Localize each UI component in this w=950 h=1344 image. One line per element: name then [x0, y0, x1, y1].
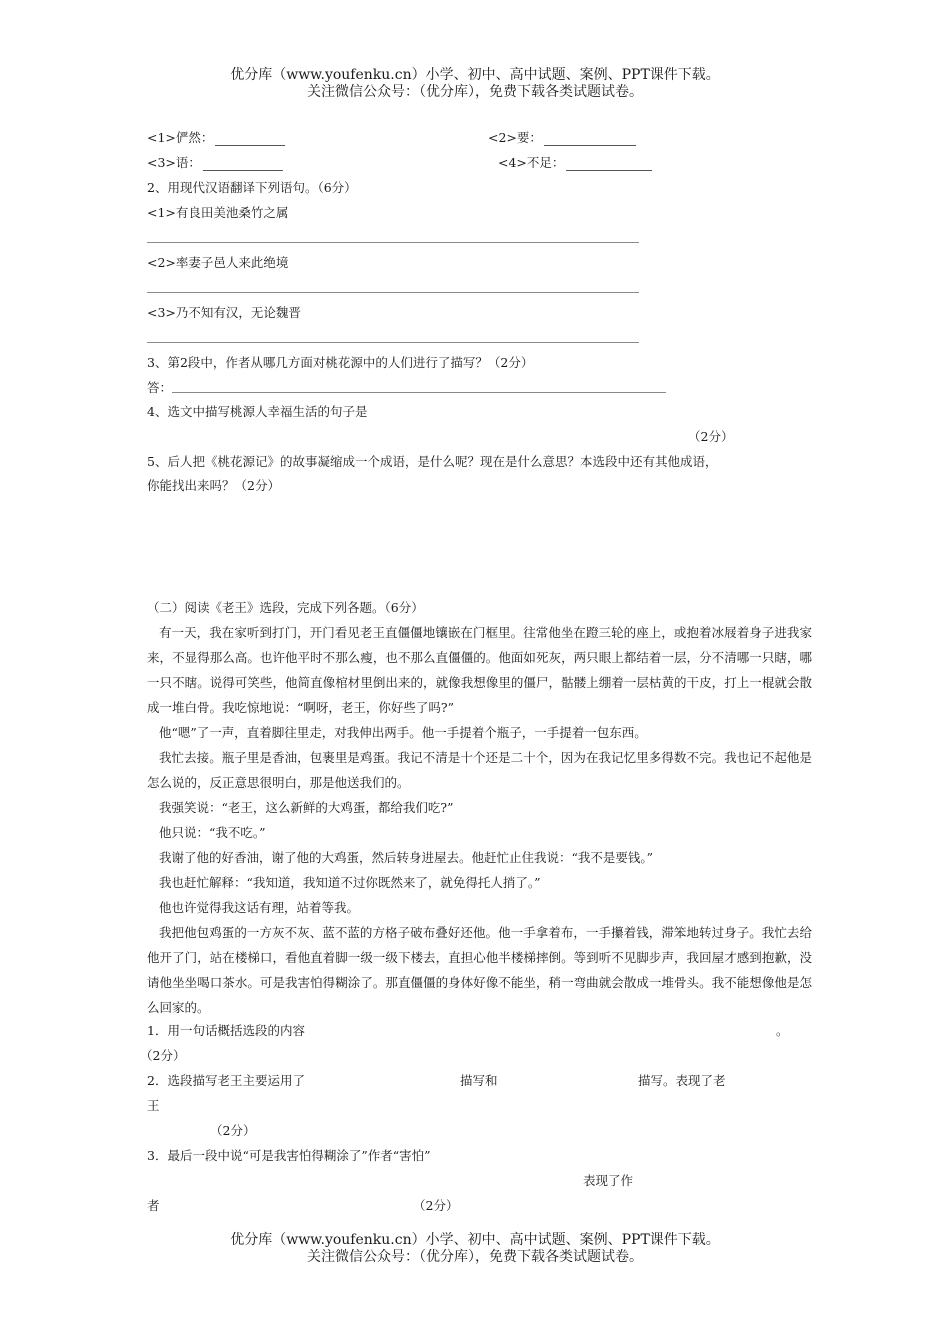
passage-paragraph: 有一天，我在家听到打门，开门看见老王直僵僵地镶嵌在门框里。往常他坐在蹬三轮的座上，或抱着冰屐着身子进我家来，不显得那么高。也许他平时不那么瘦，也不那么直僵僵的。他面如死灰，两只眼上都结着一层，分不清哪一只瞎，哪一只不瞎。说得可笑些，他简直像棺材里倒出来的，就像我想像里的僵尸，骷髅上绷着一层枯黄的干皮，打上一棍就会散成一堆白骨。我吃惊地说：“啊呀，老王，你好些了吗?” — [147, 625, 812, 715]
sq2-part-b: 描写和 — [460, 1073, 498, 1088]
q3-answer-line[interactable] — [172, 392, 666, 393]
vocab-q1: <1>俨然： — [147, 130, 285, 146]
passage-paragraph: 他也许觉得我这话有理，站着等我。 — [159, 900, 360, 915]
vocab-q4: <4>不足： — [498, 155, 652, 171]
q2-sentence-2: <2>率妻子邑人来此绝境 — [147, 255, 289, 270]
passage-paragraph: 我谢了他的好香油，谢了他的大鸡蛋，然后转身进屋去。他赶忙止住我说：“我不是要钱。” — [159, 850, 654, 865]
vocab-q3: <3>语： — [147, 155, 283, 171]
passage-paragraph: 他“嗯”了一声，直着脚往里走，对我伸出两手。他一手提着个瓶子，一手提着一包东西。 — [159, 725, 647, 740]
q2-answer-line-3[interactable] — [147, 342, 639, 343]
sq2-part-d: 王 — [147, 1098, 160, 1113]
sq3-score: （2分） — [413, 1198, 459, 1213]
sq3-part-a: 3．最后一段中说“可是我害怕得糊涂了”作者“害怕” — [147, 1148, 431, 1163]
footer-line-2: 关注微信公众号：（优分库），免费下载各类试题试卷。 — [307, 1249, 643, 1265]
passage-paragraph: 我也赶忙解释：“我知道，我知道不过你既然来了，就免得托人捎了。” — [159, 875, 541, 890]
passage-paragraph: 我强笑说：“老王，这么新鲜的大鸡蛋，都给我们吃?” — [159, 800, 454, 815]
sq1-score: （2分） — [140, 1048, 186, 1063]
footer-line-1: 优分库（www.youfenku.cn）小学、初中、高中试题、案例、PPT课件下载。 — [230, 1232, 720, 1248]
q2-title: 2、用现代汉语翻译下列语句。（6分） — [147, 180, 357, 195]
passage-paragraph: 我把他包鸡蛋的一方灰不灰、蓝不蓝的方格子破布叠好还他。他一手拿着布，一手攥着钱，滞笨地转过身子。我忙去给他开了门，站在楼梯口，看他直着脚一级一级下楼去，直担心他半楼梯摔倒。等到听不见脚步声，我回屋才感到抱歉，没请他坐坐喝口茶水。可是我害怕得糊涂了。那直僵僵的身体好像不能坐，稍一弯曲就会散成一堆骨头。我不能想像他是怎么回家的。 — [147, 925, 812, 1015]
reading-passage — [147, 620, 812, 1020]
passage-paragraph: 他只说：“我不吃。” — [159, 825, 266, 840]
q2-answer-line-1[interactable] — [147, 242, 639, 243]
vocab-q2: <2>要： — [488, 130, 636, 146]
vocab-q2-blank[interactable] — [544, 133, 636, 146]
q5-line-1: 5、后人把《桃花源记》的故事凝缩成一个成语，是什么呢？现在是什么意思？本选段中还有其他成语， — [147, 454, 718, 469]
sq2-part-a: 2．选段描写老王主要运用了 — [147, 1073, 305, 1088]
vocab-q1-blank[interactable] — [215, 133, 285, 146]
section2-title: （二）阅读《老王》选段，完成下列各题。（6分） — [147, 600, 424, 615]
header-line-2: 关注微信公众号：（优分库），免费下载各类试题试卷。 — [307, 84, 643, 100]
q3-title: 3、第2段中，作者从哪几方面对桃花源中的人们进行了描写？（2分） — [147, 355, 534, 370]
sq3-part-c: 者 — [147, 1198, 160, 1213]
q5-line-2: 你能找出来吗？（2分） — [147, 478, 280, 493]
q4-score: （2分） — [688, 429, 734, 444]
sq1-text: 1．用一句话概括选段的内容 — [147, 1023, 305, 1038]
header-line-1: 优分库（www.youfenku.cn）小学、初中、高中试题、案例、PPT课件下载。 — [230, 67, 720, 83]
sq2-score: （2分） — [210, 1123, 256, 1138]
q2-answer-line-2[interactable] — [147, 292, 639, 293]
sq2-part-c: 描写。表现了老 — [638, 1073, 726, 1088]
q4-title: 4、选文中描写桃源人幸福生活的句子是 — [147, 404, 368, 419]
vocab-q4-blank[interactable] — [566, 158, 652, 171]
q2-sentence-3: <3>乃不知有汉，无论魏晋 — [147, 305, 301, 320]
vocab-q3-blank[interactable] — [203, 158, 283, 171]
q2-sentence-1: <1>有良田美池桑竹之属 — [147, 205, 289, 220]
passage-paragraph: 我忙去接。瓶子里是香油，包裹里是鸡蛋。我记不清是十个还是二十个，因为在我记忆里多得数不完。我也记不起他是怎么说的，反正意思很明白，那是他送我们的。 — [147, 750, 812, 790]
sq3-part-b: 表现了作 — [583, 1173, 634, 1188]
q3-answer-label: 答： — [147, 380, 173, 395]
sq1-end: 。 — [776, 1023, 789, 1038]
